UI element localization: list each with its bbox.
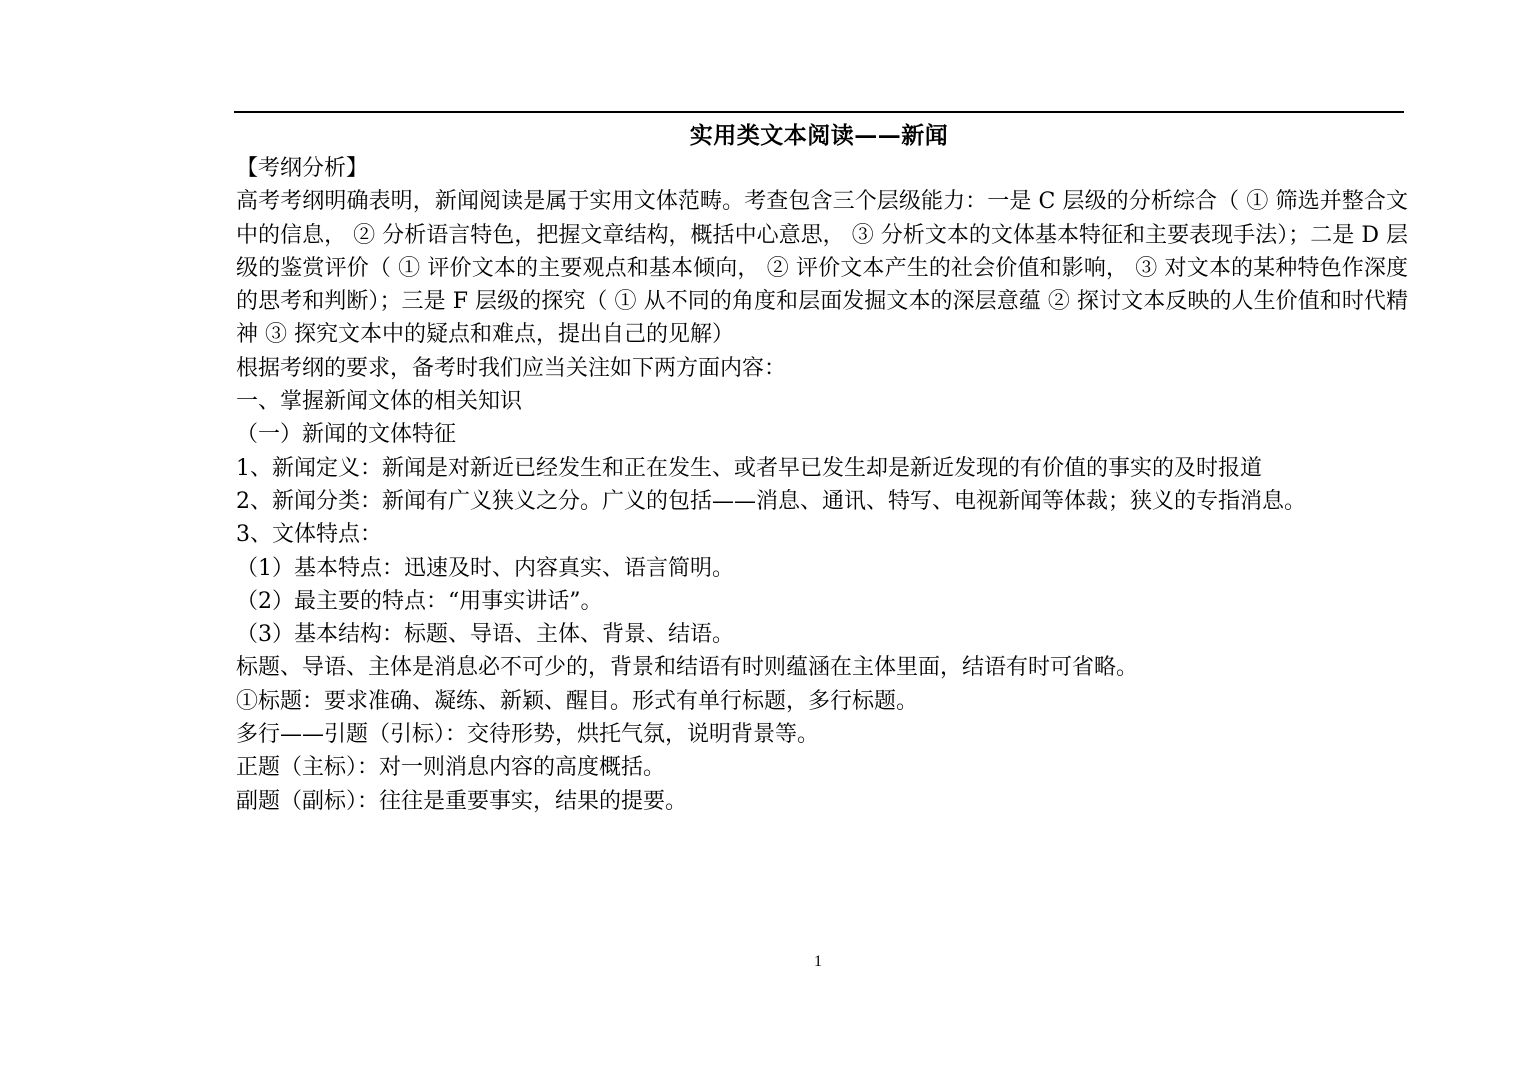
list-item-main-feature: （2）最主要的特点：“用事实讲话”。 xyxy=(236,588,603,614)
list-item-multiline-kicker: 多行——引题（引标）：交待形势，烘托气氛，说明背景等。 xyxy=(236,722,820,748)
list-item-subheadline: 副题（副标）：往往是重要事实，结果的提要。 xyxy=(236,788,688,814)
list-item-news-classification: 2、新闻分类：新闻有广义狭义之分。广义的包括——消息、通讯、特写、电视新闻等体裁；狭义的专指消息。 xyxy=(236,488,1307,514)
section-heading-news-knowledge: 一、掌握新闻文体的相关知识 xyxy=(236,389,523,415)
page-title: 实用类文本阅读——新闻 xyxy=(689,122,949,149)
subsection-heading-news-features: （一）新闻的文体特征 xyxy=(236,422,457,448)
list-item-headline: ①标题：要求准确、凝练、新颖、醒目。形式有单行标题，多行标题。 xyxy=(236,688,919,714)
paragraph-structure-note: 标题、导语、主体是消息必不可少的，背景和结语有时则蕴涵在主体里面，结语有时可省略。 xyxy=(236,655,1139,681)
header-rule xyxy=(234,111,1404,113)
list-item-style-features: 3、文体特点： xyxy=(236,522,382,548)
paragraph-preparation-note: 根据考纲的要求，备考时我们应当关注如下两方面内容： xyxy=(236,355,787,381)
list-item-basic-features: （1）基本特点：迅速及时、内容真实、语言简明。 xyxy=(236,555,734,581)
list-item-news-definition: 1、新闻定义：新闻是对新近已经发生和正在发生、或者早已发生却是新近发现的有价值的事实的及时报道 xyxy=(236,455,1263,481)
section-heading-exam-analysis: 【考纲分析】 xyxy=(236,156,369,181)
document-body xyxy=(236,152,1408,818)
page-number: 1 xyxy=(814,953,822,970)
paragraph-exam-requirements: 高考考纲明确表明，新闻阅读是属于实用文体范畴。考查包含三个层级能力：一是 C 层级的分析综合（ ① 筛选并整合文中的信息， ② 分析语言特色，把握文章结构，概括中心意思， ③ 分析文本的文体基本特征和主要表现手法）；二是 D 层级的鉴赏评价（ ① 评价文本的主要观点和基本倾向， ② 评价文本产生的社会价值和影响， ③ 对文本的某种特色作深度的思考和判断）；三是 F 层级的探究（ ① 从不同的角度和层面发掘文本的深层意蕴 ② 探讨文本反映的人生价值和时代精神 ③ 探究文本中的疑点和难点，提出自己的见解） xyxy=(236,189,1408,348)
list-item-main-headline: 正题（主标）：对一则消息内容的高度概括。 xyxy=(236,755,666,781)
list-item-basic-structure: （3）基本结构：标题、导语、主体、背景、结语。 xyxy=(236,622,734,648)
